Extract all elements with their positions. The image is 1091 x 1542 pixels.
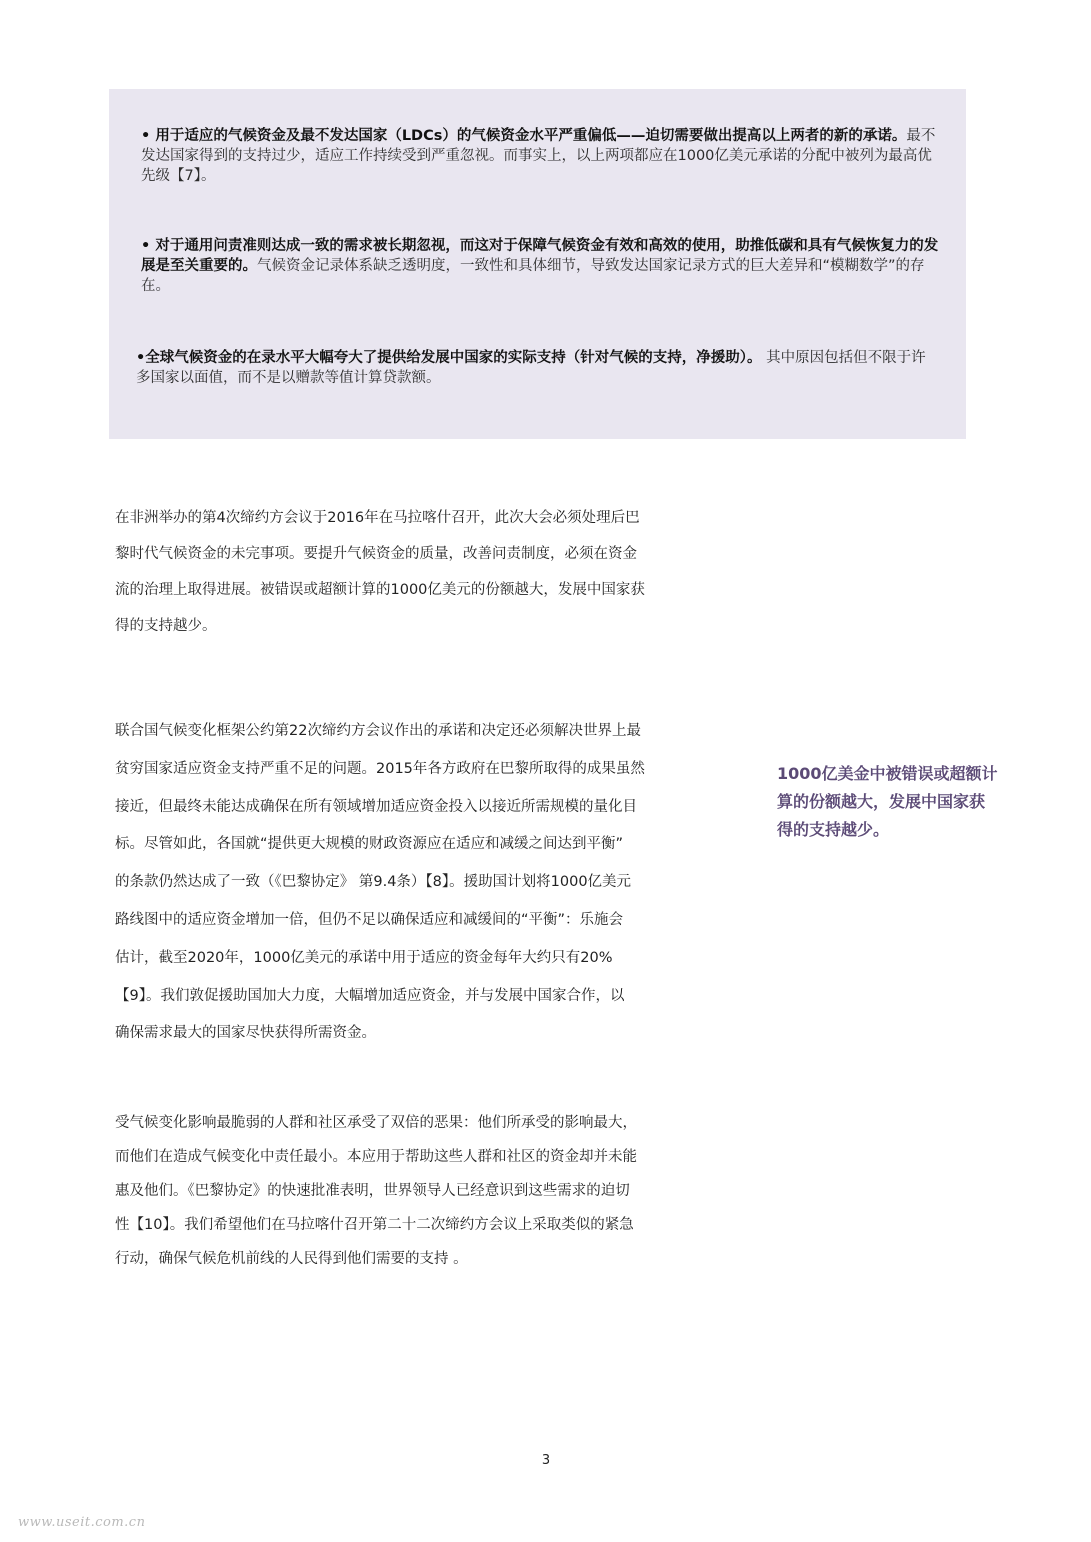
paragraph-line: 接近，但最终未能达成确保在所有领域增加适应资金投入以接近所需规模的量化目 (115, 798, 637, 815)
paragraph-line: 在非洲举办的第4次缔约方会议于2016年在马拉喀什召开，此次大会必须处理后巴 (115, 510, 640, 526)
paragraph-line: 的条款仍然达成了一致（《巴黎协定》 第9.4条）【8】。援助国计划将1000亿美元 (115, 874, 632, 891)
callout-bullet-bold: • 对于通用问责准则达成一致的需求被长期忽视，而这对于保障气候资金有效和高效的使用，助推低碳和具有气候恢复力的发展是至关重要的。 (141, 238, 939, 274)
paragraph-line: 受气候变化影响最脆弱的人群和社区承受了双倍的恶果：他们所承受的影响最大， (115, 1115, 637, 1131)
paragraph-line: 路线图中的适应资金增加一倍，但仍不足以确保适应和减缓间的“平衡”：乐施会 (115, 911, 624, 928)
page-number: 3 (541, 1453, 551, 1468)
paragraph-line: 得的支持越少。 (115, 618, 217, 634)
callout-bullet-overstated (136, 348, 936, 388)
pull-quote-line: 算的份额越大，发展中国家获 (777, 792, 986, 811)
paragraph-vulnerable (115, 1106, 717, 1276)
callout-box (109, 89, 966, 439)
callout-bullet-bold: •全球气候资金的在录水平大幅夸大了提供给发展中国家的实际支持（针对气候的支持，净援助）。 (136, 350, 762, 366)
paragraph-line: 联合国气候变化框架公约第22次缔约方会议作出的承诺和决定还必须解决世界上最 (115, 723, 641, 739)
paragraph-marrakech (115, 500, 717, 644)
paragraph-line: 【9】。我们敦促援助国加大力度，大幅增加适应资金，并与发展中国家合作，以 (115, 987, 625, 1004)
pull-quote-line: 1000亿美金中被错误或超额计 (777, 764, 998, 783)
callout-bullet-ldc (141, 126, 941, 186)
paragraph-line: 性【10】。我们希望他们在马拉喀什召开第二十二次缔约方会议上采取类似的紧急 (115, 1217, 634, 1233)
paragraph-line: 行动，确保气候危机前线的人民得到他们需要的支持 。 (115, 1251, 468, 1267)
callout-bullet-bold: • 用于适应的气候资金及最不发达国家（LDCs）的气候资金水平严重偏低——迫切需要做出提高以上两者的新的承诺。 (141, 128, 907, 144)
callout-bullet-accountability (141, 236, 941, 296)
callout-bullet-text: 其中原因包括但不限于许多国家以面值，而不是以赠款等值计算贷款额。 (136, 350, 926, 386)
paragraph-line: 贫穷国家适应资金支持严重不足的问题。2015年各方政府在巴黎所取得的成果虽然 (115, 760, 645, 777)
paragraph-line: 流的治理上取得进展。被错误或超额计算的1000亿美元的份额越大，发展中国家获 (115, 582, 645, 598)
callout-bullet-text: 气候资金记录体系缺乏透明度，一致性和具体细节，导致发达国家记录方式的巨大差异和“模糊数学”的存在。 (141, 258, 925, 294)
callout-bullet-text: 最不发达国家得到的支持过少，适应工作持续受到严重忽视。而事实上，以上两项都应在1000亿美元承诺的分配中被列为最高优先级【7】。 (141, 128, 936, 184)
paragraph-line: 而他们在造成气候变化中责任最小。本应用于帮助这些人群和社区的资金却并未能 (115, 1149, 637, 1165)
paragraph-line: 确保需求最大的国家尽快获得所需资金。 (115, 1025, 376, 1042)
paragraph-adaptation (115, 713, 717, 1053)
watermark: www.useit.com.cn (18, 1515, 146, 1530)
paragraph-line: 估计，截至2020年，1000亿美元的承诺中用于适应的资金每年大约只有20% (115, 949, 613, 966)
paragraph-line: 惠及他们。《巴黎协定》的快速批准表明，世界领导人已经意识到这些需求的迫切 (115, 1183, 630, 1199)
paragraph-line: 黎时代气候资金的未完事项。要提升气候资金的质量，改善问责制度，必须在资金 (115, 546, 637, 562)
pull-quote (777, 760, 1037, 844)
paragraph-line: 标。尽管如此，各国就“提供更大规模的财政资源应在适应和减缓之间达到平衡” (115, 836, 624, 853)
pull-quote-line: 得的支持越少。 (777, 820, 890, 839)
